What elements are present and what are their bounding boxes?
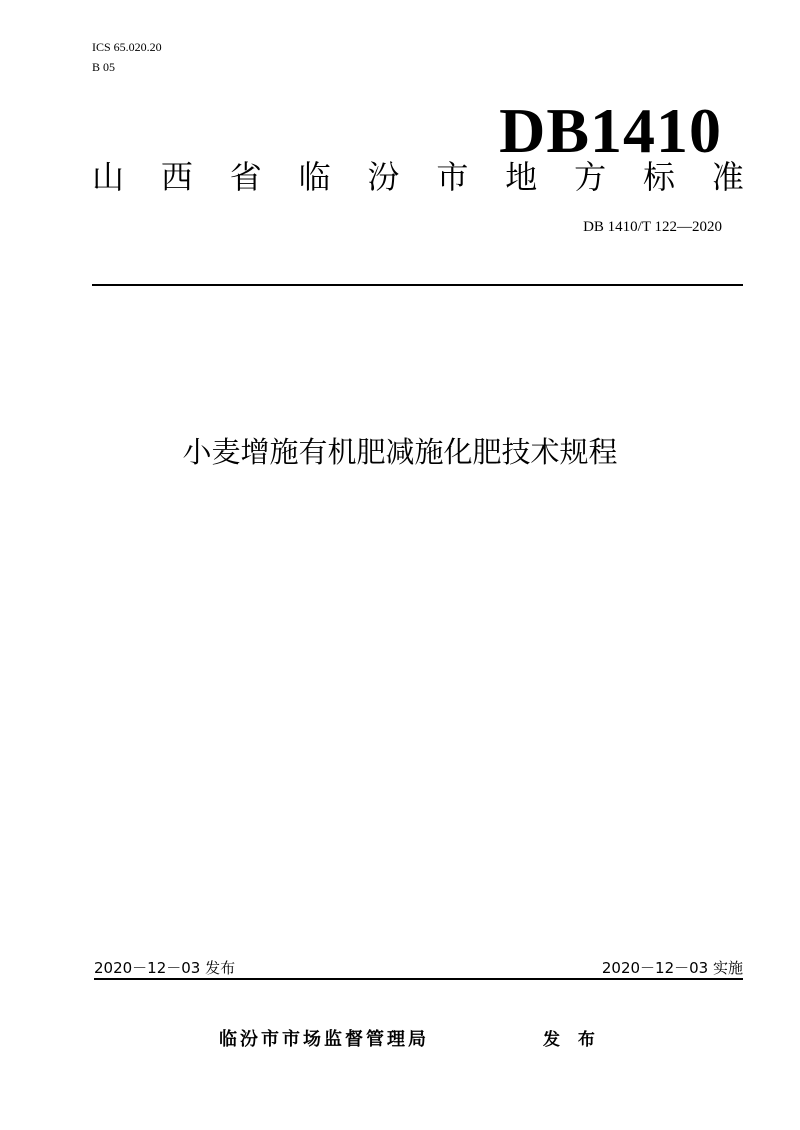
ics-code: ICS 65.020.20 [92, 40, 162, 54]
standard-type-char: 汾 [367, 158, 400, 196]
document-title: 小麦增施有机肥减施化肥技术规程 [182, 435, 618, 469]
footer-divider [94, 978, 743, 980]
standard-type-char: 山 [92, 158, 125, 196]
standard-type-char: 地 [505, 158, 538, 196]
standard-type-char: 准 [711, 158, 744, 196]
publish-label: 发 布 [543, 1030, 601, 1050]
standard-type-char: 省 [229, 158, 262, 196]
standard-type-char: 临 [298, 158, 331, 196]
standard-type-char: 方 [574, 158, 607, 196]
standard-type-title [92, 155, 744, 199]
implement-date: 2020－12－03 实施 [601, 959, 743, 977]
header-divider [92, 284, 743, 286]
issue-date: 2020－12－03 发布 [94, 959, 236, 977]
publisher-name: 临汾市市场监督管理局 [219, 1029, 429, 1050]
standard-code: DB1410 [499, 95, 722, 166]
ccs-code: B 05 [92, 60, 116, 74]
standard-type-char: 市 [436, 158, 469, 196]
standard-type-char: 西 [160, 158, 193, 196]
standard-type-char: 标 [643, 158, 676, 196]
standard-number: DB 1410/T 122—2020 [583, 219, 722, 235]
